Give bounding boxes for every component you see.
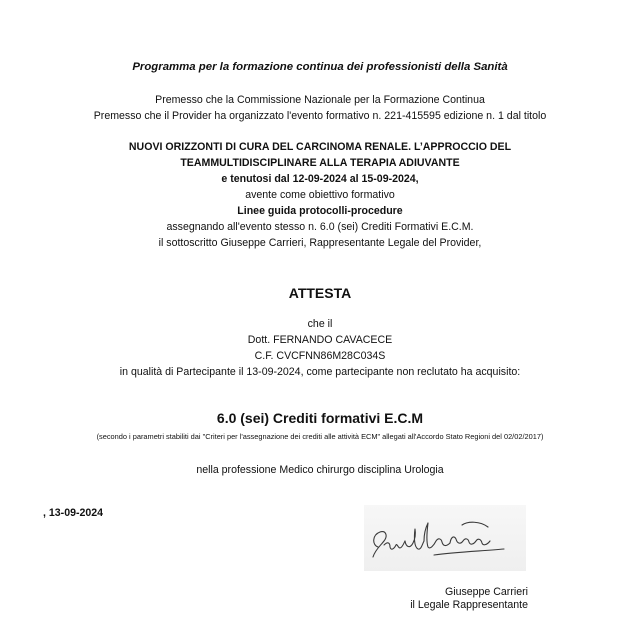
fiscal-code: C.F. CVCFNN86M28C034S	[254, 350, 386, 362]
signature-image	[364, 505, 526, 571]
credits-assignment: assegnando all'evento stesso n. 6.0 (sei) Crediti Formativi E.C.M.	[166, 221, 474, 233]
signer-name: Giuseppe Carrieri	[444, 586, 528, 598]
training-objective: Linee guida protocolli-procedure	[237, 205, 403, 217]
profession-discipline: nella professione Medico chirurgo disciplina Urologia	[196, 464, 444, 476]
participant-quality: in qualità di Partecipante il 13-09-2024, come partecipante non reclutato ha acquisito:	[119, 366, 521, 378]
che-il-text: che il	[307, 318, 333, 330]
attesta-heading: ATTESTA	[288, 285, 352, 301]
participant-name: Dott. FERNANDO CAVACECE	[247, 334, 393, 346]
undersigned-statement: il sottoscritto Giuseppe Carrieri, Rappresentante Legale del Provider,	[158, 237, 482, 249]
objective-label: avente come obiettivo formativo	[245, 189, 395, 201]
credits-parameters-note: (secondo i parametri stabiliti dai "Criteri per l'assegnazione dei crediti alle attività ECM" allegati all'Accordo Stato Regioni del 02/02/2017)	[96, 432, 544, 441]
credits-title: 6.0 (sei) Crediti formativi E.C.M	[216, 410, 424, 426]
premise-provider: Premesso che il Provider ha organizzato l'evento formativo n. 221-415595 edizione n. 1 dal titolo	[93, 110, 547, 122]
place-date: , 13-09-2024	[43, 507, 104, 519]
event-title-line-1: NUOVI ORIZZONTI DI CURA DEL CARCINOMA RENALE. L’APPROCCIO DEL	[128, 141, 512, 153]
program-title: Programma per la formazione continua dei professionisti della Sanità	[132, 61, 508, 73]
signer-block	[360, 586, 528, 611]
event-dates: e tenutosi dal 12-09-2024 al 15-09-2024,	[221, 173, 419, 185]
event-title-line-2: TEAMMULTIDISCIPLINARE ALLA TERAPIA ADIUVANTE	[180, 157, 460, 169]
premise-commission: Premesso che la Commissione Nazionale per la Formazione Continua	[155, 94, 485, 106]
signer-role: il Legale Rappresentante	[410, 598, 528, 611]
